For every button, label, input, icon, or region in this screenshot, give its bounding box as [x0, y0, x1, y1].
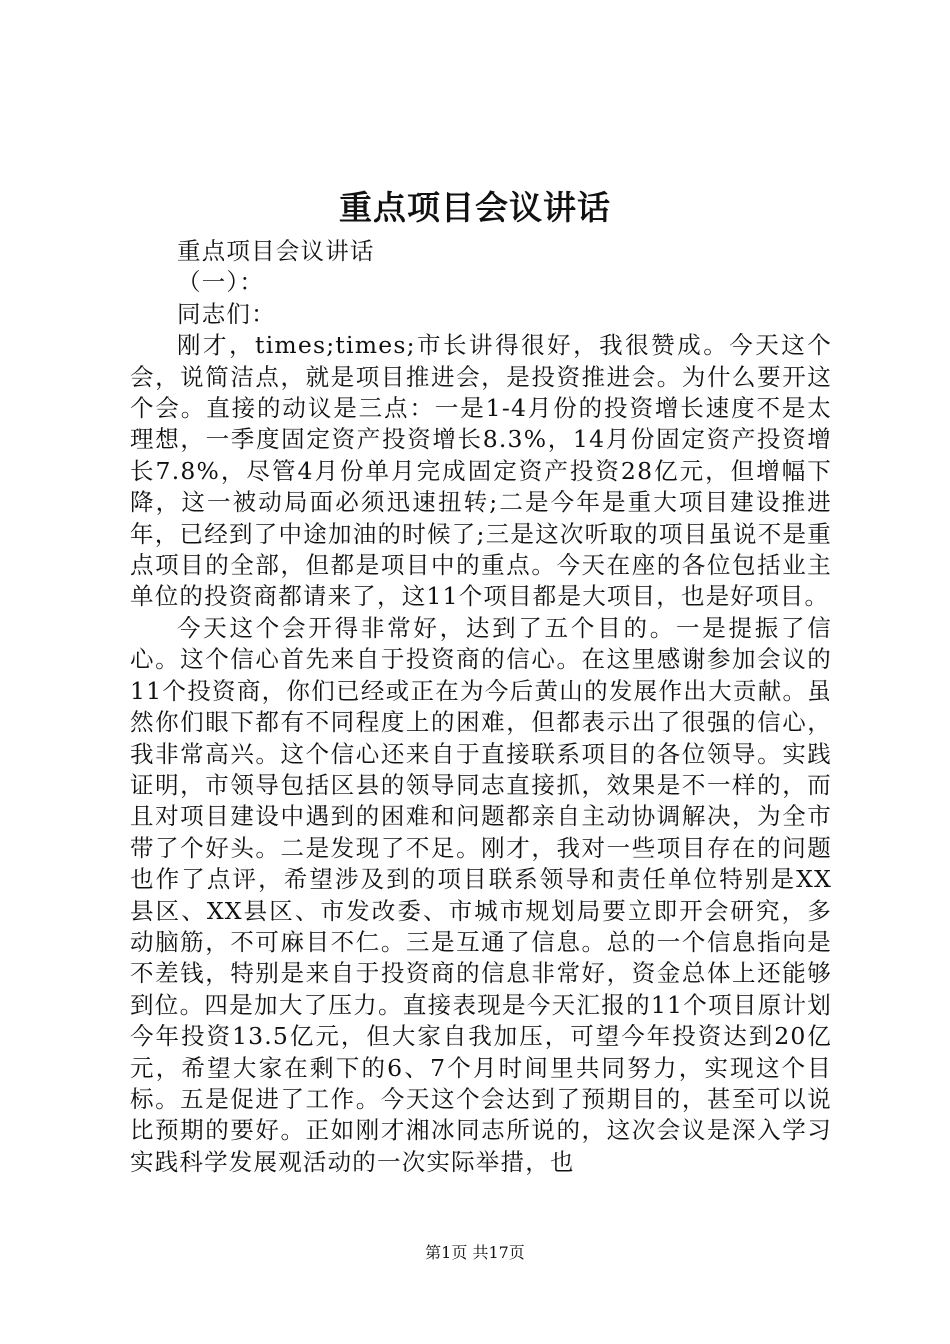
paragraph: 今天这个会开得非常好，达到了五个目的。一是提振了信心。这个信心首先来自于投资商的信心。在这里感谢参加会议的11个投资商，你们已经或正在为今后黄山的发展作出大贡献。虽然你们眼下都有不同程度上的困难，但都表示出了很强的信心，我非常高兴。这个信心还来自于直接联系项目的各位领导。实践证明，市领导包括区县的领导同志直接抓，效果是不一样的，而且对项目建设中遇到的困难和问题都亲自主动协调解决，为全市带了个好头。二是发现了不足。刚才，我对一些项目存在的问题也作了点评，希望涉及到的项目联系领导和责任单位特别是XX县区、XX县区、市发改委、市城市规划局要立即开会研究，多动脑筋，不可麻目不仁。三是互通了信息。总的一个信息指向是不差钱，特别是来自于投资商的信息非常好，资金总体上还能够到位。四是加大了压力。直接表现是今天汇报的11个项目原计划今年投资13.5亿元，但大家自我加压，可望今年投资达到20亿元，希望大家在剩下的6、7个月时间里共同努力，实现这个目标。五是促进了工作。今天这个会达到了预期目的，甚至可以说比预期的要好。正如刚才湘冰同志所说的，这次会议是深入学习实践科学发展观活动的一次实际举措，也	[130, 613, 832, 1176]
paragraph: 同志们：	[177, 299, 276, 328]
paragraph: （一）：	[177, 268, 265, 297]
document-title: 重点项目会议讲话	[339, 188, 611, 227]
page-footer: 第1页 共17页	[425, 1243, 525, 1262]
paragraph: 重点项目会议讲话	[177, 237, 375, 265]
paragraph: 刚才，times;times;市长讲得很好，我很赞成。今天这个会，说简洁点，就是项目推进会，是投资推进会。为什么要开这个会。直接的动议是三点：一是1-4月份的投资增长速度不是太理想，一季度固定资产投资增长8.3%，14月份固定资产投资增长7.8%，尽管4月份单月完成固定资产投资28亿元，但增幅下降，这一被动局面必须迅速扭转;二是今年是重大项目建设推进年，已经到了中途加油的时候了;三是这次听取的项目虽说不是重点项目的全部，但都是项目中的重点。今天在座的各位包括业主单位的投资商都请来了，这11个项目都是大项目，也是好项目。	[130, 331, 832, 611]
document-body	[130, 236, 832, 1178]
